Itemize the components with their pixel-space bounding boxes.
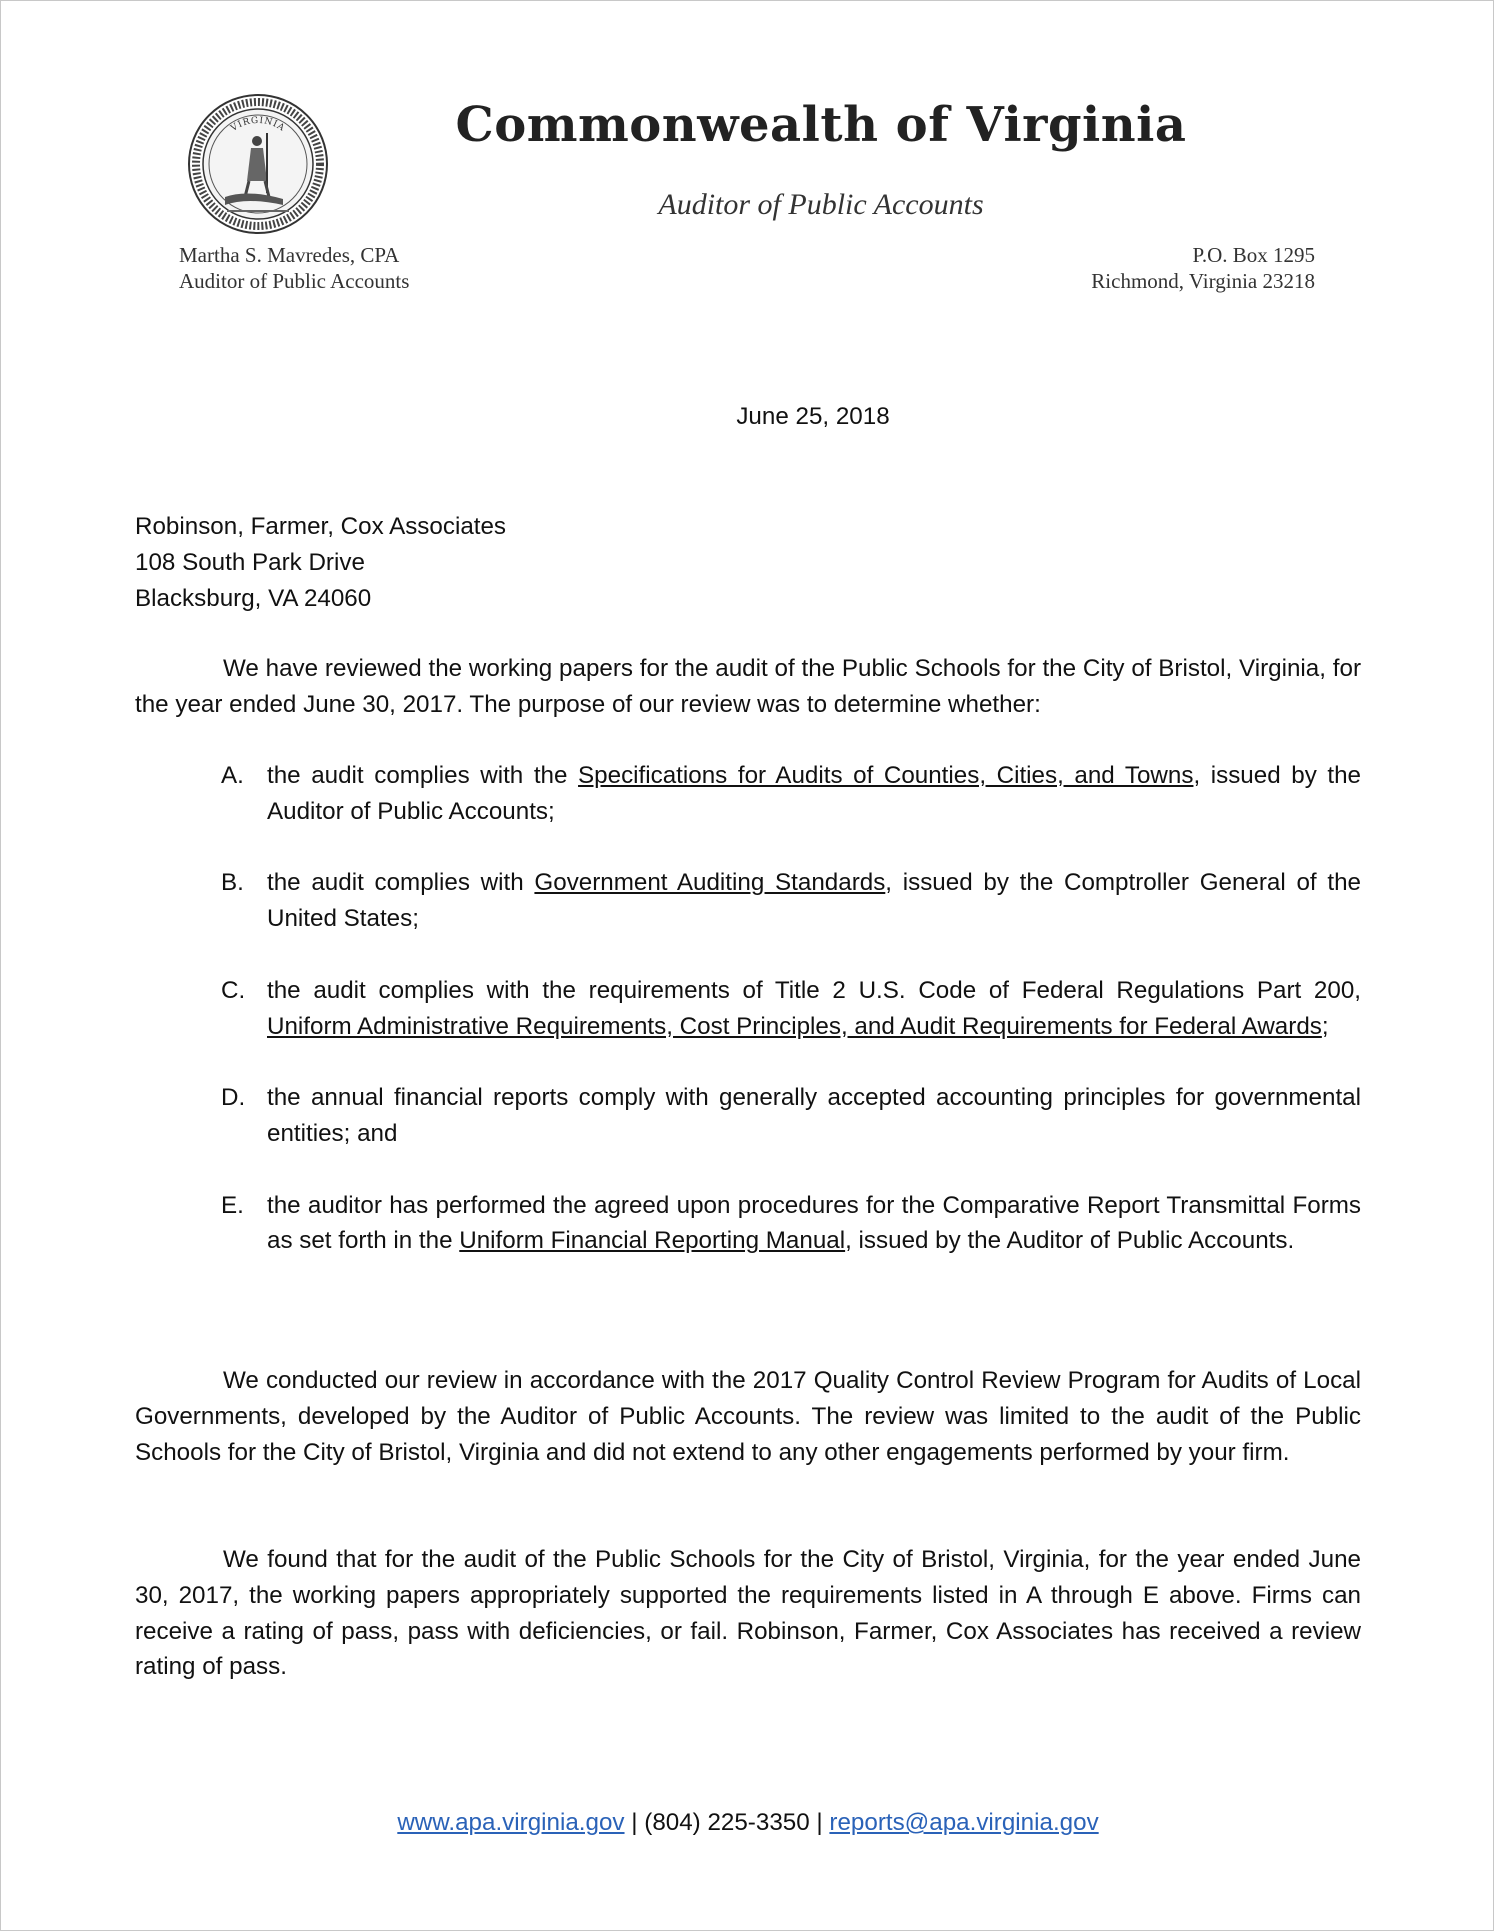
commonwealth-title: Commonwealth of Virginia [455,97,1187,153]
criteria-item-e [221,1188,1361,1260]
criteria-item-b [221,865,1361,937]
auditor-role: Auditor of Public Accounts [179,269,410,293]
criteria-item-c [221,973,1361,1045]
po-box: P.O. Box 1295 [1192,243,1315,267]
item-title: Specifications for Audits of Counties, Cities, and Towns [578,762,1194,789]
criteria-item-a [221,758,1361,830]
item-title: Government Auditing Standards [534,869,886,897]
review-criteria-list [221,758,1361,1295]
office-address-block [1091,242,1315,294]
criteria-item-d [221,1080,1361,1152]
recipient-city: Blacksburg, VA 24060 [135,585,372,612]
office-subtitle: Auditor of Public Accounts [658,188,984,221]
footer-separator: | [809,1809,830,1836]
item-text: the auditor has performed the agreed upon procedures for the Comparative Report Transmittal Forms as set forth in the [267,1191,1361,1255]
phone-number: (804) 225-3350 [644,1809,810,1836]
item-text-end: , issued by the Comptroller General of the United States; [267,869,1361,933]
website-link[interactable]: www.apa.virginia.gov [397,1809,625,1836]
item-text: the audit complies with [267,869,535,897]
item-title: Uniform Administrative Requirements, Cost Principles, and Audit Requirements for Federal Awards [267,1012,1322,1040]
seal-text: VIRGINIA [229,115,287,134]
item-letter: A. [221,762,244,789]
review-scope-paragraph: We conducted our review in accordance with the 2017 Quality Control Review Program for Audits of Local Governments, developed by the Auditor of Public Accounts. The review was limited to the audit of the Public Schools for the City of Bristol, Virginia and did not extend to any other engagements performed by your firm. [135,1367,1361,1466]
item-text-end: , issued by the Auditor of Public Accounts; [267,762,1361,825]
item-letter: C. [221,976,246,1004]
recipient-name: Robinson, Farmer, Cox Associates [135,513,507,540]
auditor-name: Martha S. Mavredes, CPA [179,243,400,267]
item-text: the audit complies with the requirements of Title 2 U.S. Code of Federal Regulations Part 200, [267,976,1361,1004]
virginia-seal-icon [187,93,329,235]
recipient-street: 108 South Park Drive [135,549,365,576]
review-result-paragraph: We found that for the audit of the Public Schools for the City of Bristol, Virginia, for the year ended June 30, 2017, the working papers appropriately supported the requirements listed in A through E above. Firms can receive a rating of pass, pass with deficiencies, or fail. Robinson, Farmer, Cox Associates has received a review rating of pass. [135,1546,1361,1681]
item-title: Uniform Financial Reporting Manual [459,1227,846,1255]
item-text-end: ; [1321,1012,1329,1040]
auditor-block [179,242,409,294]
item-text-end: , issued by the Auditor of Public Accounts. [845,1227,1295,1255]
item-letter: D. [221,1084,246,1112]
office-city: Richmond, Virginia 23218 [1091,269,1315,293]
item-letter: E. [221,1191,244,1219]
letter-date: June 25, 2018 [736,403,890,430]
recipient-address [135,509,506,617]
footer-separator: | [624,1809,645,1836]
item-text: the annual financial reports comply with generally accepted accounting principles for governmental entities; and [267,1084,1361,1147]
item-text: the audit complies with the [267,762,579,789]
email-link[interactable]: reports@apa.virginia.gov [829,1809,1099,1836]
item-letter: B. [221,869,244,897]
footer-contact [1,1809,1494,1837]
intro-paragraph: We have reviewed the working papers for the audit of the Public Schools for the City of Bristol, Virginia, for the year ended June 30, 2017. The purpose of our review was to determine whether: [135,655,1361,718]
